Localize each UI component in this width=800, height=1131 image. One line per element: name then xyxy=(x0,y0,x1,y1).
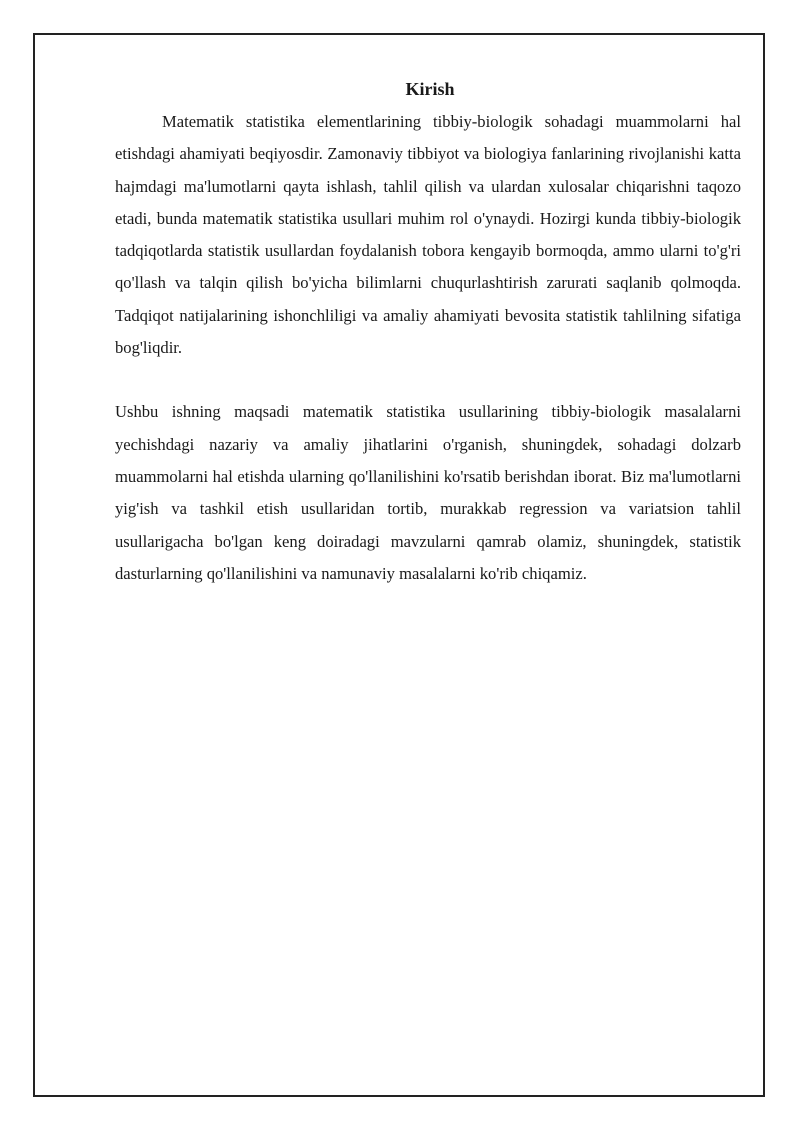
paragraph-introduction: Matematik statistika elementlarining tibbiy-biologik sohadagi muammolarni hal etishdagi ahamiyati beqiyosdir. Zamonaviy tibbiyot va biologiya fanlarining rivojlanishi katta hajmdagi ma'lumotlarni qayta ishlash, tahlil qilish va ulardan xulosalar chiqarishni taqozo etadi, bunda matematik statistika usullari muhim rol o'ynaydi. Hozirgi kunda tibbiy-biologik tadqiqotlarda statistik usullardan foydalanish tobora kengayib bormoqda, ammo ularni to'g'ri qo'llash va talqin qilish bo'yicha bilimlarni chuqurlashtirish zarurati saqlanib qolmoqda. Tadqiqot natijalarining ishonchliligi va amaliy ahamiyati bevosita statistik tahlilning sifatiga bog'liqdir. xyxy=(115,112,741,358)
paragraph-purpose: Ushbu ishning maqsadi matematik statistika usullarining tibbiy-biologik masalalarni yechishdagi nazariy va amaliy jihatlarini o'rganish, shuningdek, sohadagi dolzarb muammolarni hal etishda ularning qo'llanilishini ko'rsatib berishdan iborat. Biz ma'lumotlarni yig'ish va tashkil etish usullaridan tortib, murakkab regression va variatsion tahlil usullarigacha bo'lgan keng doiradagi mavzularni qamrab olamiz, shuningdek, statistik dasturlarning qo'llanilishini va namunaviy masalalarni ko'rib chiqamiz. xyxy=(115,402,741,583)
document-body xyxy=(115,78,741,590)
document-title: Kirish xyxy=(405,79,455,99)
